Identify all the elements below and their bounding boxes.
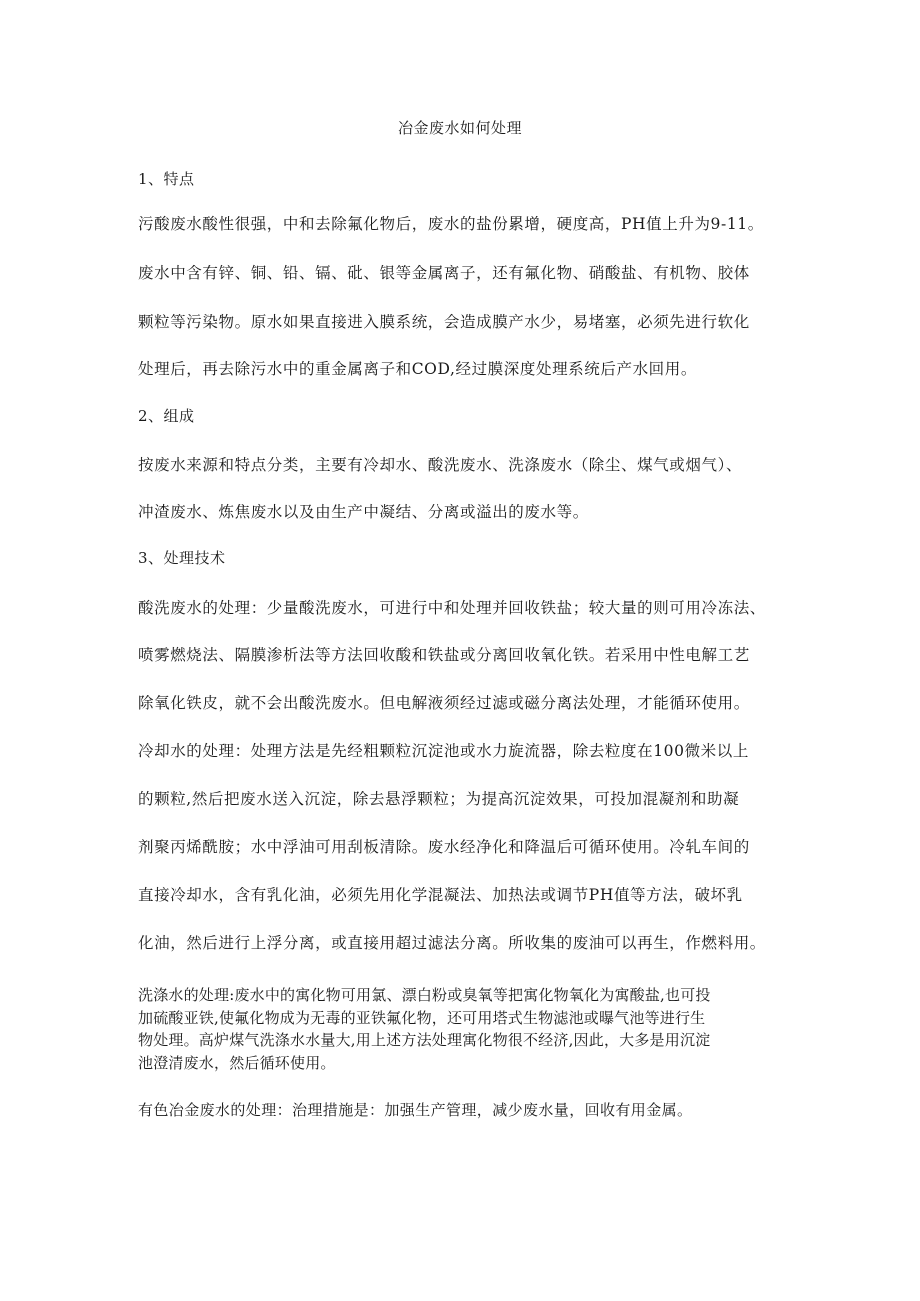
paragraph-line: 洗涤水的处理:废水中的寓化物可用氯、漂白粉或臭氧等把寓化物氧化为寓酸盐,也可投 [138, 986, 711, 1004]
section-1-line: 污酸废水酸性很强，中和去除氟化物后，废水的盐份累增，硬度高，PH值上升为9-11。 [138, 215, 764, 233]
nonferrous-paragraph: 有色冶金废水的处理：治理措施是：加强生产管理，减少废水量，回收有用金属。 [138, 1101, 693, 1119]
paragraph-line: 池澄清废水，然后循环使用。 [138, 1053, 336, 1072]
document-title: 冶金废水如何处理 [397, 119, 522, 137]
section-3-line: 喷雾燃烧法、隔膜渗析法等方法回收酸和铁盐或分离回收氧化铁。若采用中性电解工艺 [138, 646, 750, 664]
section-2-heading: 2、组成 [138, 407, 195, 425]
section-3-line: 的颗粒,然后把废水送入沉淀，除去悬浮颗粒；为提高沉淀效果，可投加混凝剂和助凝 [138, 790, 740, 808]
section-3-line: 冷却水的处理：处理方法是先经粗颗粒沉淀池或水力旋流器，除去粒度在100微米以上 [138, 742, 749, 760]
paragraph-line: 加硫酸亚铁,使氟化物成为无毒的亚铁氟化物，还可用塔式生物滤池或曝气池等进行生 [138, 1008, 706, 1027]
section-3-line: 直接冷却水，含有乳化油，必须先用化学混凝法、加热法或调节PH值等方法，破坏乳 [138, 886, 743, 904]
section-3-line: 剂聚丙烯酰胺；水中浮油可用刮板清除。废水经净化和降温后可循环使用。冷轧车间的 [138, 838, 750, 856]
section-3-line: 化油，然后进行上浮分离，或直接用超过滤法分离。所收集的废油可以再生，作燃料用。 [138, 934, 766, 952]
section-2-line: 按废水来源和特点分类，主要有冷却水、酸洗废水、洗涤废水（除尘、煤气或烟气）、 [138, 456, 743, 474]
section-2-line: 冲渣废水、炼焦废水以及由生产中凝结、分离或溢出的废水等。 [138, 503, 589, 521]
section-1-line: 废水中含有锌、铜、铅、镉、砒、银等金属离子，还有氟化物、硝酸盐、有机物、胶体 [138, 264, 750, 282]
section-1-heading: 1、特点 [138, 170, 195, 188]
section-3-heading: 3、处理技术 [138, 549, 226, 567]
washing-water-paragraph [138, 984, 798, 1074]
section-1-line: 处理后，再去除污水中的重金属离子和COD,经过膜深度处理系统后产水回用。 [138, 360, 697, 378]
section-1-line: 颗粒等污染物。原水如果直接进入膜系统，会造成膜产水少，易堵塞，必须先进行软化 [138, 313, 750, 331]
paragraph-line: 物处理。高炉煤气洗涤水水量大,用上述方法处理寓化物很不经济,因此，大多是用沉淀 [138, 1031, 711, 1049]
section-3-line: 酸洗废水的处理：少量酸洗废水，可进行中和处理并回收铁盐；较大量的则可用冷冻法、 [138, 599, 766, 617]
section-3-line: 除氧化铁皮，就不会出酸洗废水。但电解液须经过滤或磁分离法处理，才能循环使用。 [138, 694, 750, 712]
